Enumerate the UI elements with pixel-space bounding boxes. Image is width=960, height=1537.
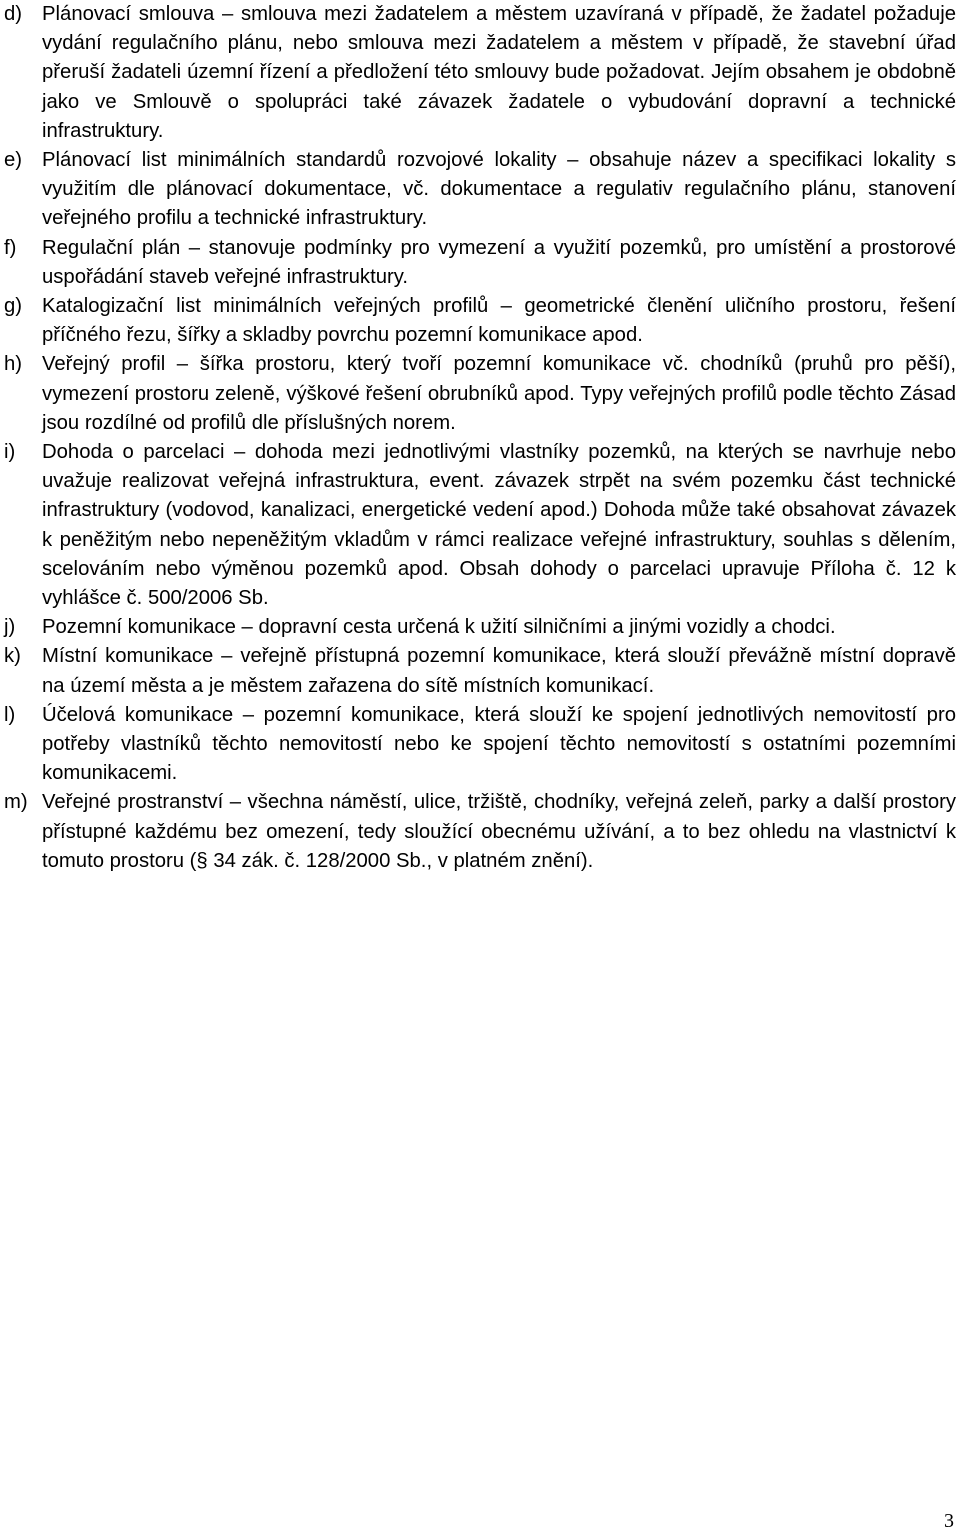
item-marker: j) xyxy=(4,616,16,639)
item-text: Plánovací smlouva – smlouva mezi žadatelem a městem uzavíraná v případě, že žadatel požaduje vydání regulačního plánu, nebo smlouva mezi žadatelem a městem v případě, že stavební úřad přeruší žadateli územní řízení a předložení této smlouvy bude požadovat. Jejím obsahem je obdobně jako ve Smlouvě o spolupráci také závazek žadatele o vybudování dopravní a technické infrastruktury. xyxy=(42,3,956,142)
item-text: Účelová komunikace – pozemní komunikace, která slouží ke spojení jednotlivých nemovitostí pro potřeby vlastníků těchto nemovitostí nebo ke spojení těchto nemovitostí s ostatními pozemními komunikacemi. xyxy=(42,703,956,785)
list-item xyxy=(4,350,956,438)
list-item xyxy=(4,788,956,876)
item-text: Dohoda o parcelaci – dohoda mezi jednotlivými vlastníky pozemků, na kterých se navrhuje nebo uvažuje realizovat veřejná infrastruktura, event. závazek strpět na svém pozemku část technické infrastruktury (vodovod, kanalizaci, energetické vedení apod.) Dohoda může také obsahovat závazek k peněžitým nebo nepeněžitým vkladům v rámci realizace veřejné infrastruktury, souhlas s dělením, scelováním nebo výměnou pozemků apod. Obsah dohody o parcelaci upravuje Příloha č. 12 k vyhlášce č. 500/2006 Sb. xyxy=(42,441,956,610)
definitions-list xyxy=(4,0,956,876)
list-item xyxy=(4,292,956,350)
list-item xyxy=(4,0,956,146)
list-item xyxy=(4,438,956,613)
item-marker: f) xyxy=(4,236,17,259)
item-text: Regulační plán – stanovuje podmínky pro vymezení a využití pozemků, pro umístění a prostorové uspořádání staveb veřejné infrastruktury. xyxy=(42,236,956,288)
list-item xyxy=(4,701,956,789)
item-marker: k) xyxy=(4,645,21,668)
item-marker: d) xyxy=(4,3,23,25)
item-marker: g) xyxy=(4,295,23,318)
item-text: Plánovací list minimálních standardů rozvojové lokality – obsahuje název a specifikaci lokality s využitím dle plánovací dokumentace, vč. dokumentace a regulativ regulačního plánu, stanovení veřejného profilu a technické infrastruktury. xyxy=(42,149,956,230)
item-marker: m) xyxy=(4,791,28,814)
item-marker: h) xyxy=(4,353,23,376)
item-marker: i) xyxy=(4,441,16,464)
item-text: Místní komunikace – veřejně přístupná pozemní komunikace, která slouží převážně místní dopravě na území města a je městem zařazena do sítě místních komunikací. xyxy=(42,645,956,697)
item-marker: e) xyxy=(4,149,23,172)
list-item xyxy=(4,642,956,700)
page-number: 3 xyxy=(944,1510,954,1532)
item-text: Pozemní komunikace – dopravní cesta určená k užití silničními a jinými vozidly a chodci. xyxy=(42,616,836,639)
item-text: Katalogizační list minimálních veřejných profilů – geometrické členění uličního prostoru, řešení příčného řezu, šířky a skladby povrchu pozemní komunikace apod. xyxy=(42,295,956,347)
list-item xyxy=(4,234,956,292)
item-text: Veřejný profil – šířka prostoru, který tvoří pozemní komunikace vč. chodníků (pruhů pro pěší), vymezení prostoru zeleně, výškové řešení obrubníků apod. Typy veřejných profilů podle těchto Zásad jsou rozdílné od profilů dle příslušných norem. xyxy=(42,353,956,434)
list-item xyxy=(4,146,956,234)
item-marker: l) xyxy=(4,703,16,726)
list-item xyxy=(4,613,956,642)
item-text: Veřejné prostranství – všechna náměstí, ulice, tržiště, chodníky, veřejná zeleň, parky a další prostory přístupné každému bez omezení, tedy sloužící obecnému užívání, a to bez ohledu na vlastnictví k tomuto prostoru (§ 34 zák. č. 128/2000 Sb., v platném znění). xyxy=(42,791,956,872)
